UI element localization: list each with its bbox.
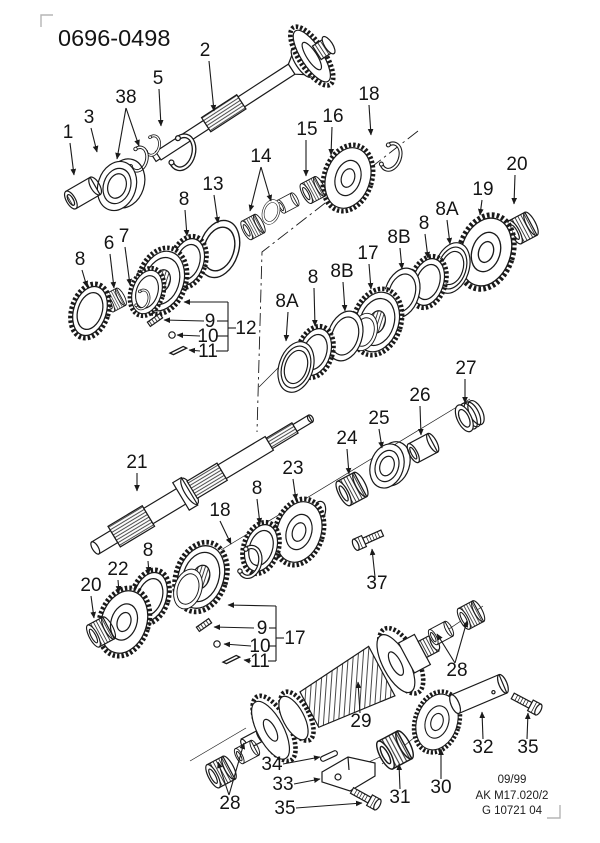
crop-mark-bottom-right (547, 805, 560, 818)
part-9-spring-pin (196, 619, 211, 632)
callout-8b: 8B (387, 227, 411, 248)
callout-8: 8 (418, 213, 430, 234)
callout-8: 8 (142, 540, 154, 561)
group-first-gear-set (84, 535, 240, 664)
part-27-threaded-plug (452, 397, 489, 435)
callout-21: 21 (126, 452, 148, 473)
callout-31: 31 (389, 787, 411, 808)
part-35-bolt (510, 691, 544, 716)
callout-8b: 8B (330, 261, 354, 282)
callout-18: 18 (209, 500, 231, 521)
callout-14: 14 (250, 146, 272, 167)
part-31-needle-bearing (373, 729, 416, 772)
part-37-bolt (351, 528, 385, 552)
callout-23: 23 (282, 458, 304, 479)
callout-28: 28 (219, 793, 241, 814)
callout-7: 7 (118, 226, 130, 247)
callout-30: 30 (430, 777, 452, 798)
callout-5: 5 (152, 68, 164, 89)
callout-8: 8 (178, 189, 190, 210)
part-18-snap-ring (378, 141, 404, 173)
callout-9: 9 (256, 618, 268, 639)
callout-18: 18 (358, 84, 380, 105)
callout-8a: 8A (275, 291, 299, 312)
group-countershaft (203, 599, 543, 811)
callout-10: 10 (197, 326, 219, 347)
part-35-bolt (349, 785, 382, 811)
callout-35: 35 (517, 737, 539, 758)
footer-catalog: AK M17.020/2 (475, 790, 549, 802)
callout-3: 3 (83, 107, 95, 128)
callout-8: 8 (251, 478, 263, 499)
callout-15: 15 (296, 119, 318, 140)
callout-38: 38 (115, 87, 137, 108)
part-24-needle-bearing (333, 470, 371, 507)
callout-33: 33 (272, 774, 294, 795)
part-10-ball (214, 641, 220, 647)
group-gear-cluster-top (163, 138, 404, 292)
callout-29: 29 (350, 711, 372, 732)
callout-9: 9 (204, 311, 216, 332)
callout-26: 26 (409, 385, 431, 406)
callout-11: 11 (198, 341, 218, 362)
callout-20: 20 (80, 575, 102, 596)
part-33-bracket (322, 757, 375, 791)
callout-24: 24 (336, 428, 358, 449)
part-16-gear (315, 138, 382, 218)
part-11-key (170, 346, 188, 355)
part-34-key (320, 750, 338, 762)
callout-8: 8 (74, 249, 86, 270)
part-1-pilot-sleeve (62, 175, 104, 211)
callout-17: 17 (284, 628, 306, 649)
footer-code: G 10721 04 (481, 805, 543, 817)
callout-19: 19 (472, 179, 494, 200)
callout-12: 12 (235, 318, 257, 339)
callout-8a: 8A (435, 199, 459, 220)
callout-11: 11 (250, 651, 270, 672)
callout-35: 35 (274, 798, 296, 819)
callout-17: 17 (357, 243, 379, 264)
part-8-synchro-ring (64, 279, 116, 343)
callout-2: 2 (199, 40, 211, 61)
part-11-key (223, 655, 241, 664)
callout-32: 32 (472, 737, 494, 758)
callout-34: 34 (261, 754, 283, 775)
callout-28: 28 (446, 660, 468, 681)
callout-20: 20 (506, 154, 528, 175)
callout-16: 16 (322, 106, 344, 127)
footer-date: 09/99 (497, 774, 527, 786)
callout-8: 8 (307, 267, 319, 288)
part-28-bushing (455, 599, 487, 631)
callout-13: 13 (202, 174, 224, 195)
callout-1: 1 (62, 122, 74, 143)
callout-6: 6 (103, 233, 115, 254)
callout-27: 27 (455, 358, 477, 379)
footer-block (476, 774, 549, 817)
callout-25: 25 (368, 408, 390, 429)
page-title: 0696-0498 (58, 25, 171, 51)
callout-10: 10 (249, 636, 271, 657)
callout-22: 22 (107, 559, 129, 580)
crop-mark-top-left (41, 15, 53, 27)
part-10-ball (169, 332, 175, 338)
callout-37: 37 (366, 573, 388, 594)
